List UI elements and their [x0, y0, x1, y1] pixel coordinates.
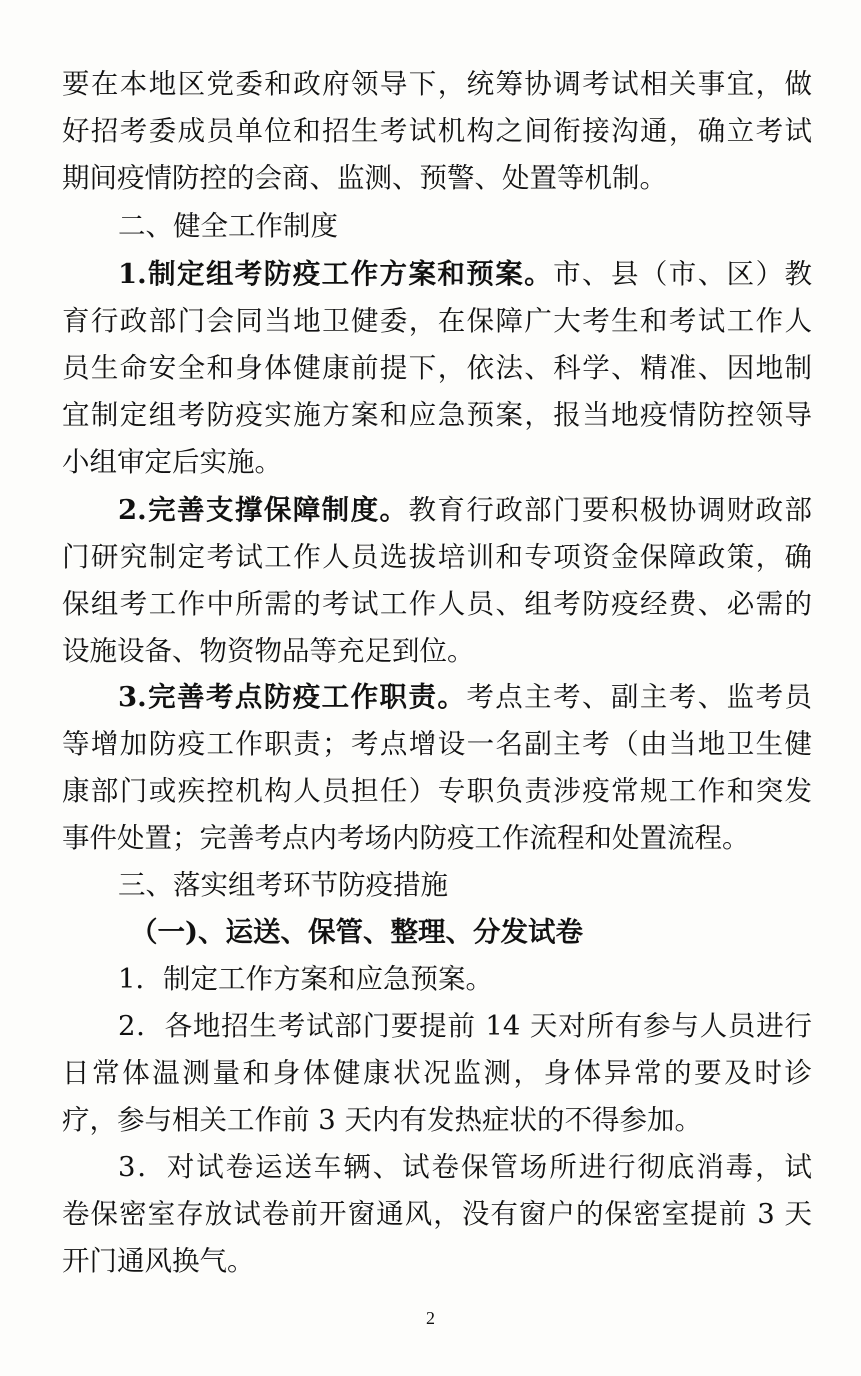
section-heading: 三、落实组考环节防疫措施 [118, 869, 448, 901]
body-line: 卷保密室存放试卷前开窗通风，没有窗户的保密室提前 3 天 [62, 1198, 812, 1230]
body-line: 疗，参与相关工作前 3 天内有发热症状的不得参加。 [62, 1104, 702, 1136]
body-line: 等增加防疫工作职责；考点增设一名副主考（由当地卫生健 [62, 728, 812, 760]
item-heading: 1.制定组考防疫工作方案和预案。 [118, 258, 554, 290]
subsection-heading: （一)、运送、保管、整理、分发试卷 [130, 916, 584, 948]
body-line: 3.完善考点防疫工作职责。考点主考、副主考、监考员 [118, 681, 812, 713]
body-line: 员生命安全和身体健康前提下，依法、科学、精准、因地制 [62, 352, 812, 384]
body-line: 宜制定组考防疫实施方案和应急预案，报当地疫情防控领导 [62, 399, 812, 431]
body-line: 小组审定后实施。 [62, 446, 282, 478]
body-line: 育行政部门会同当地卫健委，在保障广大考生和考试工作人 [62, 305, 812, 337]
section-heading: 二、健全工作制度 [118, 210, 338, 242]
body-line: 门研究制定考试工作人员选拔培训和专项资金保障政策，确 [62, 541, 812, 573]
item-heading: 3.完善考点防疫工作职责。 [118, 681, 467, 713]
body-line: 期间疫情防控的会商、监测、预警、处置等机制。 [62, 162, 667, 194]
body-line: 要在本地区党委和政府领导下，统筹协调考试相关事宜，做 [62, 68, 812, 100]
body-line: 日常体温测量和身体健康状况监测，身体异常的要及时诊 [62, 1057, 812, 1089]
body-line: 好招考委成员单位和招生考试机构之间衔接沟通，确立考试 [62, 115, 812, 147]
page-number: 2 [426, 1308, 435, 1328]
body-line: 3．对试卷运送车辆、试卷保管场所进行彻底消毒，试 [118, 1151, 812, 1183]
body-line: 康部门或疾控机构人员担任）专职负责涉疫常规工作和突发 [62, 775, 812, 807]
body-line: 保组考工作中所需的考试工作人员、组考防疫经费、必需的 [62, 588, 812, 620]
body-line: 设施设备、物资物品等充足到位。 [62, 635, 475, 667]
body-line: 2．各地招生考试部门要提前 14 天对所有参与人员进行 [118, 1010, 812, 1042]
body-line: 2.完善支撑保障制度。教育行政部门要积极协调财政部 [118, 494, 812, 526]
body-line: 开门通风换气。 [62, 1245, 255, 1277]
body-line: 事件处置；完善考点内考场内防疫工作流程和处置流程。 [62, 822, 750, 854]
body-line: 1.制定组考防疫工作方案和预案。市、县（市、区）教 [118, 258, 812, 290]
body-line: 1．制定工作方案和应急预案。 [118, 963, 493, 995]
item-heading: 2.完善支撑保障制度。 [118, 494, 409, 526]
